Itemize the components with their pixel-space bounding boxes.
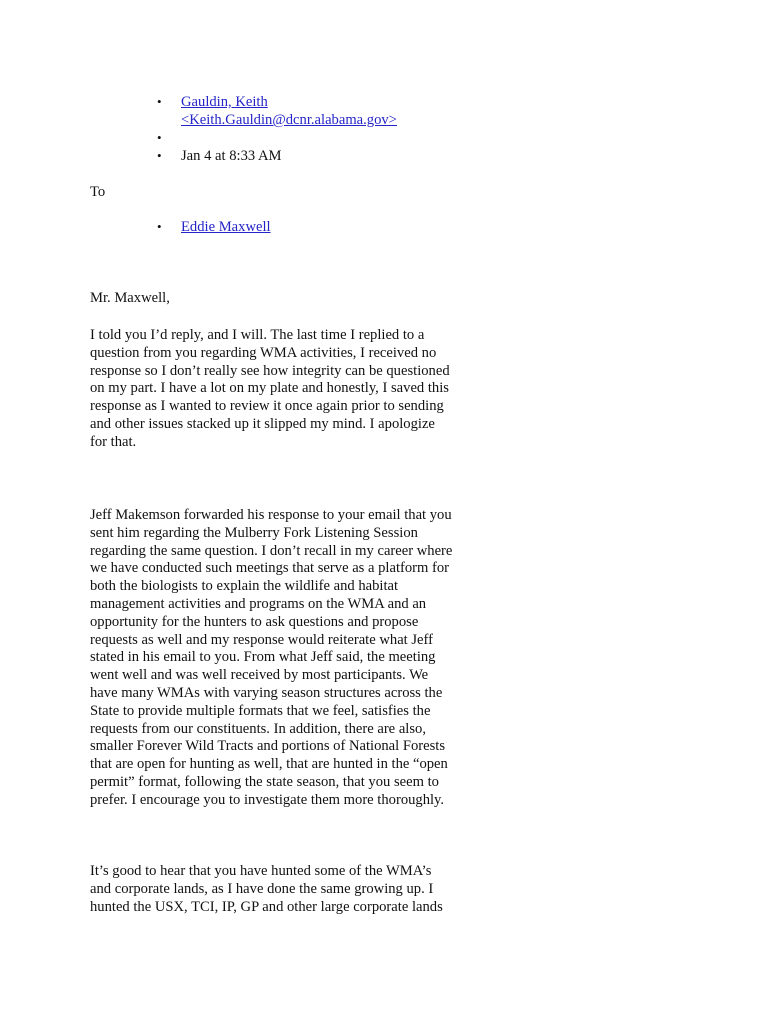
paragraph-line: hunted the USX, TCI, IP, GP and other large corporate lands [90, 898, 443, 915]
sent-date: Jan 4 at 8:33 AM [181, 148, 282, 164]
paragraph-line: response as I wanted to review it once again prior to sending [90, 398, 444, 415]
bullet-icon: • [157, 94, 162, 109]
sender-address: <Keith.Gauldin@dcnr.alabama.gov> [181, 112, 397, 128]
paragraph-line: regarding the same question. I don’t recall in my career where [90, 542, 453, 559]
paragraph-line: prefer. I encourage you to investigate them more thoroughly. [90, 791, 445, 808]
paragraph-line: I told you I’d reply, and I will. The last time I replied to a [90, 327, 425, 343]
paragraph-line: that are open for hunting as well, that are hunted in the “open [90, 756, 448, 773]
paragraph-line: for that. [90, 433, 137, 450]
body-paragraph-3 [90, 863, 475, 916]
paragraph-line: on my part. I have a lot on my plate and honestly, I saved this [90, 380, 449, 397]
bullet-icon: • [157, 219, 162, 234]
paragraph-line: and other issues stacked up it slipped my mind. I apologize [90, 415, 435, 432]
recipient-item [0, 218, 271, 236]
salutation: Mr. Maxwell, [90, 290, 170, 306]
paragraph-line: have many WMAs with varying season structures across the [90, 684, 443, 701]
paragraph-line: went well and was well received by most participants. We [90, 667, 429, 684]
paragraph-line: permit” format, following the state season, that you seem to [90, 773, 439, 790]
paragraph-line: requests as well and my response would reiterate what Jeff [90, 631, 433, 648]
paragraph-line: It’s good to hear that you have hunted some of the WMA’s [90, 863, 432, 879]
recipient-list [0, 218, 271, 236]
to-label: To [90, 184, 106, 200]
paragraph-line: and corporate lands, as I have done the same growing up. I [90, 880, 434, 897]
paragraph-line: question from you regarding WMA activities, I received no [90, 344, 437, 361]
empty-list-item [0, 129, 397, 147]
sender-link[interactable] [181, 94, 397, 128]
paragraph-line: stated in his email to you. From what Jeff said, the meeting [90, 649, 436, 666]
paragraph-line: response so I don’t really see how integrity can be questioned [90, 362, 450, 379]
paragraph-line: management activities and programs on the WMA and an [90, 595, 427, 612]
paragraph-line: sent him regarding the Mulberry Fork Listening Session [90, 524, 418, 541]
bullet-icon: • [157, 148, 162, 163]
sender-item [0, 93, 397, 129]
paragraph-line: both the biologists to explain the wildlife and habitat [90, 578, 399, 595]
paragraph-line: smaller Forever Wild Tracts and portions of National Forests [90, 738, 446, 755]
body-paragraph-2 [90, 507, 475, 810]
paragraph-line: opportunity for the hunters to ask questions and propose [90, 613, 419, 630]
date-item [0, 147, 397, 165]
paragraph-line: we have conducted such meetings that serve as a platform for [90, 560, 450, 577]
paragraph-line: Jeff Makemson forwarded his response to your email that you [90, 507, 452, 523]
sender-list [0, 93, 397, 165]
paragraph-line: requests from our constituents. In addition, there are also, [90, 720, 426, 737]
paragraph-line: State to provide multiple formats that we feel, satisfies the [90, 702, 431, 719]
recipient-link[interactable]: Eddie Maxwell [181, 219, 271, 235]
sender-name: Gauldin, Keith [181, 94, 268, 110]
body-paragraph-1 [90, 327, 475, 452]
bullet-icon: • [157, 130, 162, 145]
